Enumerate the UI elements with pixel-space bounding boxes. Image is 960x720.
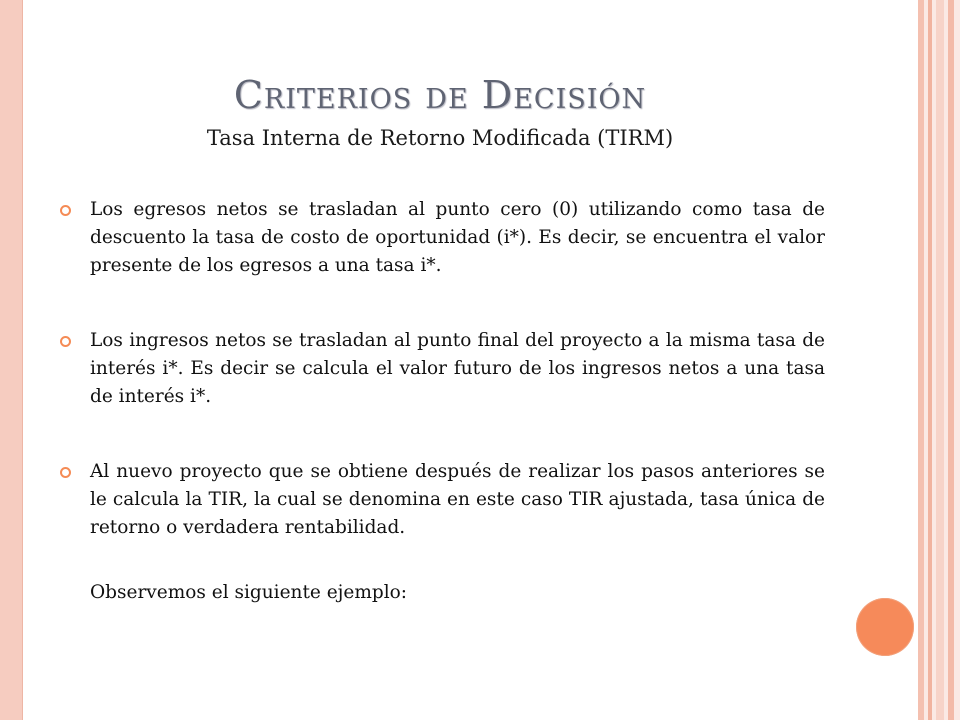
right-stripe bbox=[918, 0, 924, 720]
bullet-ring-icon bbox=[60, 205, 71, 216]
bullet-item bbox=[60, 458, 825, 542]
bullet-text: Al nuevo proyecto que se obtiene después de realizar los pasos anteriores se le calcula la TIR, la cual se denomina en este caso TIR ajustada, tasa única de retorno o verdadera rentabilidad. bbox=[90, 461, 825, 538]
slide-title: Criterios de Decisión bbox=[233, 73, 647, 118]
bullet-item bbox=[60, 327, 825, 411]
bullet-ring-icon bbox=[60, 467, 71, 478]
bullet-text: Los egresos netos se trasladan al punto cero (0) utilizando como tasa de descuento la tasa de costo de oportunidad (i*). Es decir, se encuentra el valor presente de los egresos a una tasa i*. bbox=[90, 199, 825, 276]
bullet-ring-icon bbox=[60, 336, 71, 347]
bullet-text: Los ingresos netos se trasladan al punto final del proyecto a la misma tasa de interés i*. Es decir se calcula el valor futuro de los ingresos netos a una tasa de interés i*. bbox=[90, 330, 825, 407]
right-stripe bbox=[928, 0, 932, 720]
slide-subtitle: Tasa Interna de Retorno Modificada (TIRM) bbox=[206, 126, 674, 150]
slide-body bbox=[60, 196, 825, 607]
decorative-circle bbox=[856, 598, 914, 656]
right-stripe bbox=[948, 0, 954, 720]
bullet-item bbox=[60, 196, 825, 280]
right-stripe bbox=[936, 0, 944, 720]
closing-text: Observemos el siguiente ejemplo: bbox=[90, 582, 408, 603]
